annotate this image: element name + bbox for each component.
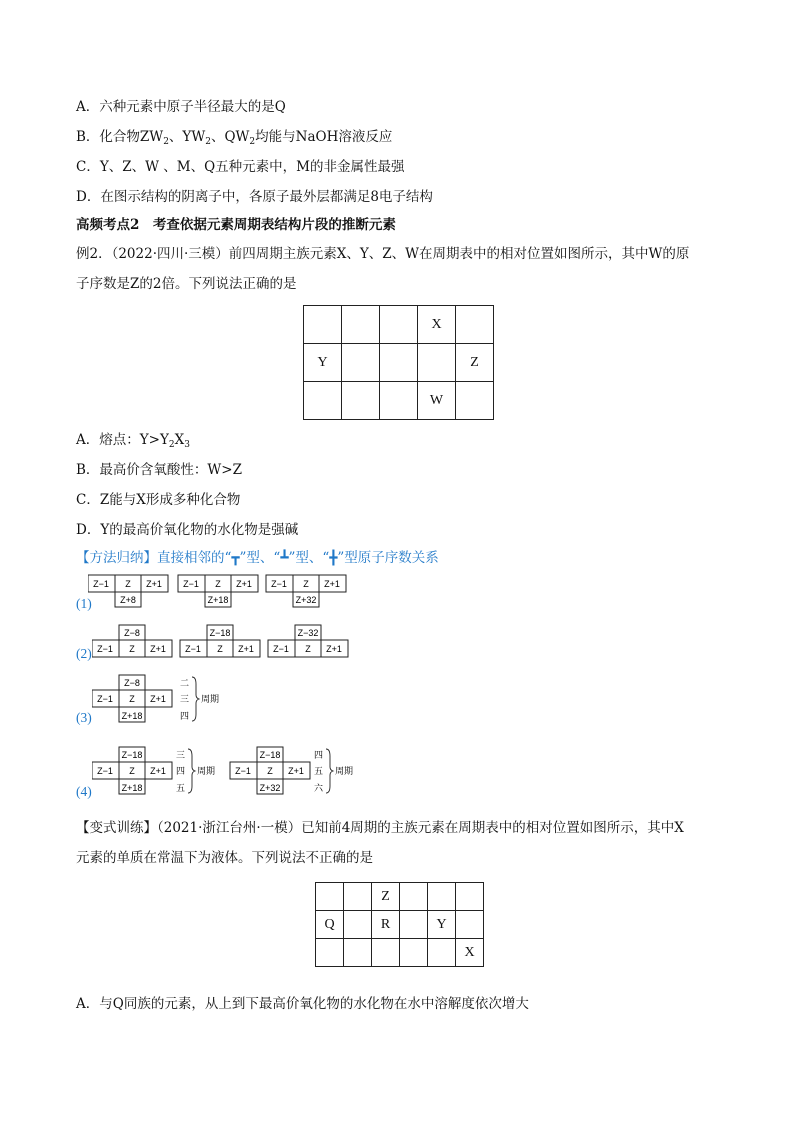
method-row2-figures xyxy=(92,624,372,660)
method-row4-figures xyxy=(92,746,392,798)
r3-mid: Z xyxy=(129,694,135,704)
r3-right: Z+1 xyxy=(150,694,166,704)
r2c-left: Z−1 xyxy=(273,644,289,654)
r4b-period-3: 六 xyxy=(314,783,324,793)
method-label-2: (2) xyxy=(76,646,92,661)
r1c-below: Z+32 xyxy=(295,595,317,605)
r1c-right: Z+1 xyxy=(324,579,340,589)
r2c-above: Z−32 xyxy=(297,628,319,638)
r4b-above: Z−18 xyxy=(259,750,281,760)
variant-option-a: A．与Q同族的元素，从上到下最高价氧化物的水化物在水中溶解度依次增大 xyxy=(76,996,529,1012)
option-b-top: B．化合物$ZW_2$、$YW_2$、$QW_2$均能与NaOH溶液反应 xyxy=(76,129,393,147)
r4a-below: Z+18 xyxy=(121,783,143,793)
r4b-mid: Z xyxy=(267,766,273,776)
example2-option-a: A．熔点：$Y>Y_2X_3$ xyxy=(76,432,190,450)
r4a-mid: Z xyxy=(129,766,135,776)
r4b-period-label: 周期 xyxy=(335,766,354,776)
r3-period-1: 二 xyxy=(180,678,190,688)
r1a-below: Z+8 xyxy=(120,595,136,605)
r1b-below: Z+18 xyxy=(207,595,229,605)
example2-periodic-table: X Y Z W xyxy=(303,305,494,420)
r4a-left: Z−1 xyxy=(97,766,113,776)
method-label-3: (3) xyxy=(76,710,92,725)
r1c-left: Z−1 xyxy=(271,579,287,589)
method-row3-figure xyxy=(92,674,252,726)
r3-period-3: 四 xyxy=(180,711,190,721)
option-a-top: A．六种元素中原子半径最大的是Q xyxy=(76,99,286,115)
r3-left: Z−1 xyxy=(97,694,113,704)
example2-option-d: D．Y的最高价氧化物的水化物是强碱 xyxy=(76,522,299,538)
r4a-period-label: 周期 xyxy=(197,766,216,776)
r2b-mid: Z xyxy=(217,644,223,654)
r1c-mid: Z xyxy=(303,579,309,589)
variant-periodic-table: Z Q R Y X xyxy=(315,882,484,967)
r4a-above: Z−18 xyxy=(121,750,143,760)
r2b-right: Z+1 xyxy=(238,644,254,654)
r1b-left: Z−1 xyxy=(183,579,199,589)
r4a-period-3: 五 xyxy=(176,783,186,793)
method-heading: 【方法归纳】直接相邻的“┳”型、“┻”型、“╋”型原子序数关系 xyxy=(76,550,439,566)
example2-option-c: C．Z能与X形成多种化合物 xyxy=(76,492,241,508)
r4b-left: Z−1 xyxy=(235,766,251,776)
r4a-period-2: 四 xyxy=(176,766,186,776)
r4a-right: Z+1 xyxy=(150,766,166,776)
r4b-period-1: 四 xyxy=(314,750,324,760)
r3-below: Z+18 xyxy=(121,711,143,721)
method-label-4: (4) xyxy=(76,784,92,799)
r4b-below: Z+32 xyxy=(259,783,281,793)
r2c-right: Z+1 xyxy=(326,644,342,654)
r2b-above: Z−18 xyxy=(209,628,231,638)
r1b-mid: Z xyxy=(215,579,221,589)
r1a-mid: Z xyxy=(125,579,131,589)
r4b-right: Z+1 xyxy=(288,766,304,776)
option-d-top: D．在图示结构的阴离子中，各原子最外层都满足8电子结构 xyxy=(76,189,433,205)
example2-line2: 子序数是Z的2倍。下列说法正确的是 xyxy=(76,276,297,292)
section-title: 高频考点2 考查依据元素周期表结构片段的推断元素 xyxy=(76,217,396,233)
r4b-period-2: 五 xyxy=(314,766,324,776)
r1a-right: Z+1 xyxy=(146,579,162,589)
r3-period-label: 周期 xyxy=(201,694,220,704)
method-row1-figures xyxy=(88,574,368,610)
r4a-period-1: 三 xyxy=(176,750,186,760)
variant-line1: 【变式训练】（2021·浙江台州·一模）已知前4周期的主族元素在周期表中的相对位置如图所示，其中X xyxy=(76,820,684,836)
r3-above: Z−8 xyxy=(124,678,140,688)
r1b-right: Z+1 xyxy=(236,579,252,589)
r1a-left: Z−1 xyxy=(93,579,109,589)
r2b-left: Z−1 xyxy=(185,644,201,654)
r2a-right: Z+1 xyxy=(150,644,166,654)
variant-line2: 元素的单质在常温下为液体。下列说法不正确的是 xyxy=(76,850,373,866)
r2a-left: Z−1 xyxy=(97,644,113,654)
option-c-top: C．Y、Z、W 、M、Q五种元素中，M的非金属性最强 xyxy=(76,159,405,175)
r2c-mid: Z xyxy=(305,644,311,654)
example2-line1: 例2．（2022·四川·三模）前四周期主族元素X、Y、Z、W在周期表中的相对位置如图所示，其中W的原 xyxy=(76,246,690,262)
example2-option-b: B．最高价含氧酸性：W>Z xyxy=(76,462,242,478)
r2a-mid: Z xyxy=(129,644,135,654)
r3-period-2: 三 xyxy=(180,694,190,704)
r2a-above: Z−8 xyxy=(124,628,140,638)
method-label-1: (1) xyxy=(76,596,92,611)
